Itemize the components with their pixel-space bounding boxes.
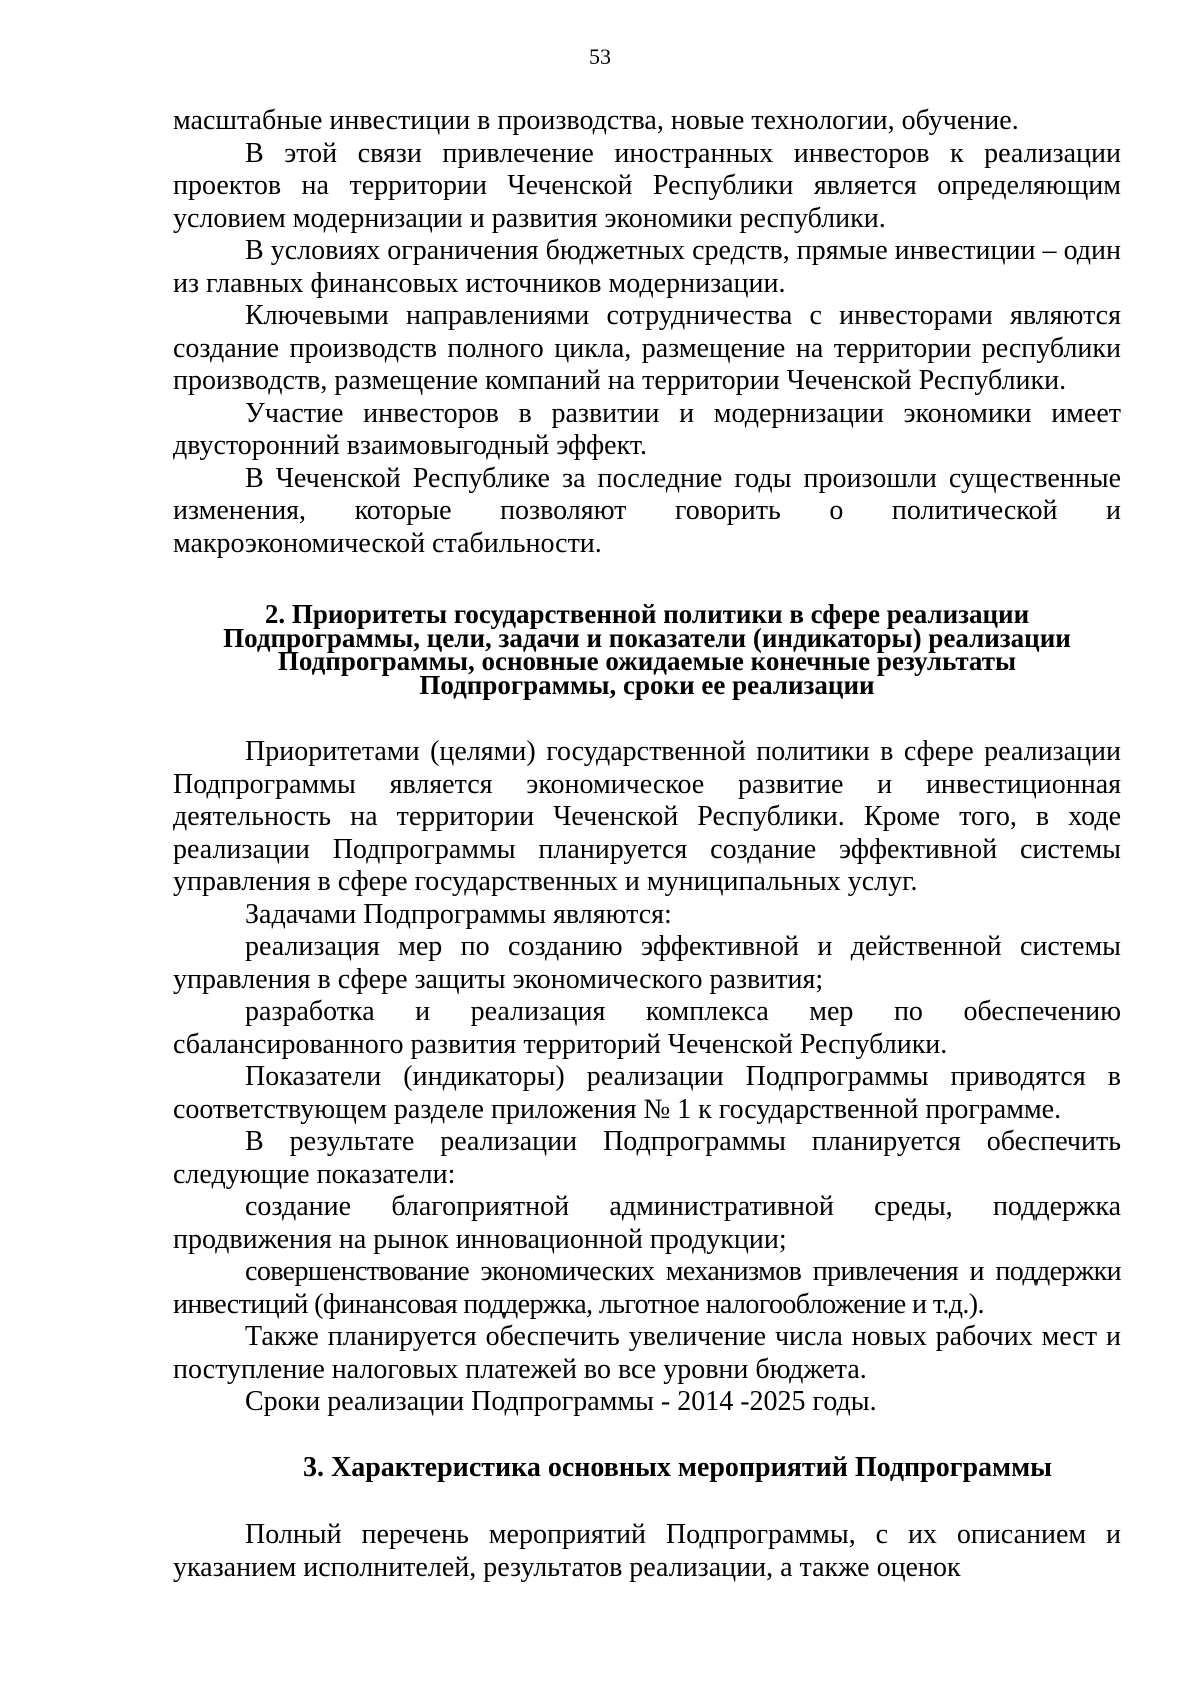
paragraph: реализация мер по созданию эффективной и действенной системы управления в сфере защиты экономического развития; (173, 931, 1121, 995)
paragraph: Также планируется обеспечить увеличение числа новых рабочих мест и поступление налоговых платежей во все уровни бюджета. (173, 1321, 1121, 1385)
paragraph: разработка и реализация комплекса мер по обеспечению сбалансированного развития территорий Чеченской Республики. (173, 996, 1121, 1060)
paragraph: В Чеченской Республике за последние годы произошли существенные изменения, которые позволяют говорить о политической и макроэкономической стабильности. (173, 462, 1121, 559)
heading-line: Подпрограммы, основные ожидаемые конечные результаты (277, 646, 1017, 676)
paragraph: В условиях ограничения бюджетных средств, прямые инвестиции – один из главных финансовых источников модернизации. (173, 235, 1121, 299)
heading-line: 2. Приоритеты государственной политики в сфере реализации (264, 599, 1030, 629)
paragraph: Сроки реализации Подпрограммы - 2014 -2025 годы. (245, 1386, 877, 1417)
page-number: 53 (589, 44, 611, 69)
section-3-text (173, 1519, 1121, 1584)
paragraph: Участие инвесторов в развитии и модернизации экономики имеет двусторонний взаимовыгодный эффект. (173, 397, 1121, 461)
paragraph: В этой связи привлечение иностранных инвесторов к реализации проектов на территории Чеченской Республики является определяющим условием модернизации и развития экономики республики. (173, 137, 1121, 234)
paragraph: совершенствование экономических механизмов привлечения и поддержки инвестиций (финансовая поддержка, льготное налогообложение и т.д.). (173, 1256, 1121, 1320)
paragraph: создание благоприятной административной среды, поддержка продвижения на рынок инновационной продукции; (173, 1191, 1121, 1255)
heading-line: Подпрограммы, цели, задачи и показатели (индикаторы) реализации (223, 622, 1071, 653)
paragraph: Показатели (индикаторы) реализации Подпрограммы приводятся в соответствующем разделе приложения № 1 к государственной программе. (173, 1061, 1121, 1125)
paragraph: Ключевыми направлениями сотрудничества с инвесторами являются создание производств полного цикла, размещение на территории республики производств, размещение компаний на территории Чеченской Республики. (173, 300, 1121, 396)
paragraph: В результате реализации Подпрограммы планируется обеспечить следующие показатели: (173, 1126, 1121, 1190)
heading-line: Подпрограммы, сроки ее реализации (419, 669, 875, 700)
paragraph: Задачами Подпрограммы являются: (245, 898, 672, 930)
paragraph: Полный перечень мероприятий Подпрограммы, с их описанием и указанием исполнителей, результатов реализации, а также оценок (173, 1519, 1121, 1583)
paragraph: Приоритетами (целями) государственной политики в сфере реализации Подпрограммы является экономическое развитие и инвестиционная деятельность на территории Чеченской Республики. Кроме того, в ходе реализации Подпрограммы планируется создание эффективной системы управления в сфере государственных и муниципальных услуг. (173, 736, 1121, 897)
section-2-text (173, 736, 1121, 1419)
section-2-heading (173, 599, 1121, 700)
section-3-heading: 3. Характеристика основных мероприятий Подпрограммы (303, 1452, 1053, 1483)
intro-text (173, 105, 1121, 560)
paragraph: масштабные инвестиции в производства, новые технологии, обучение. (173, 105, 1019, 136)
